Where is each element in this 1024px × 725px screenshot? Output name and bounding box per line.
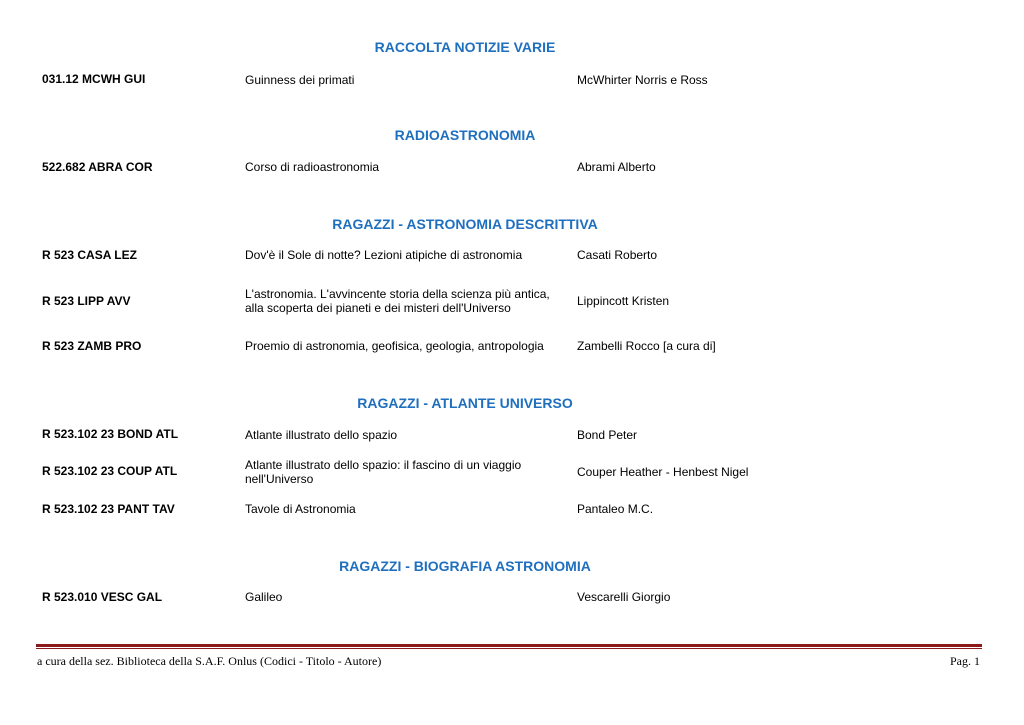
entry-code: R 523 CASA LEZ	[42, 248, 137, 262]
entry-title: Tavole di Astronomia	[245, 502, 356, 516]
entry-author: Abrami Alberto	[577, 160, 656, 174]
entry-code: R 523 LIPP AVV	[42, 294, 131, 308]
entry-code: 031.12 MCWH GUI	[42, 72, 146, 86]
entry-code: R 523.102 23 PANT TAV	[42, 502, 175, 516]
section-heading: RACCOLTA NOTIZIE VARIE	[374, 39, 556, 55]
catalog-entry	[0, 339, 1024, 369]
entry-title: Galileo	[245, 590, 283, 604]
entry-author: Casati Roberto	[577, 248, 658, 262]
entry-title: Atlante illustrato dello spazio: il fascino di un viaggio nell'Universo	[245, 458, 522, 486]
entry-author: Bond Peter	[577, 428, 638, 442]
entry-title: Dov'è il Sole di notte? Lezioni atipiche di astronomia	[245, 248, 523, 262]
entry-code: 522.682 ABRA COR	[42, 160, 153, 174]
footer-rule-thin	[36, 648, 982, 649]
entry-title: Corso di radioastronomia	[245, 160, 380, 174]
entry-author: Lippincott Kristen	[577, 294, 670, 308]
entry-title: Atlante illustrato dello spazio	[245, 428, 398, 442]
entry-title: L'astronomia. L'avvincente storia della scienza più antica, alla scoperta dei pianeti e dei misteri dell'Universo	[245, 287, 550, 315]
footer-rule-thick	[36, 644, 982, 647]
catalog-entry	[0, 287, 1024, 317]
entry-title: Proemio di astronomia, geofisica, geologia, antropologia	[245, 339, 544, 353]
catalog-entry	[0, 590, 1024, 620]
entry-author: Pantaleo M.C.	[577, 502, 654, 516]
entry-code: R 523.010 VESC GAL	[42, 590, 163, 604]
catalog-entry	[0, 427, 1024, 457]
entry-author: Vescarelli Giorgio	[577, 590, 671, 604]
catalog-entry	[0, 248, 1024, 278]
entry-author: Zambelli Rocco [a cura di]	[577, 339, 716, 353]
section-heading: RAGAZZI - BIOGRAFIA ASTRONOMIA	[339, 558, 591, 574]
catalog-entry	[0, 502, 1024, 532]
catalog-entry	[0, 160, 1024, 190]
entry-code: R 523.102 23 COUP ATL	[42, 464, 178, 478]
entry-author: McWhirter Norris e Ross	[577, 73, 708, 87]
section-heading: RAGAZZI - ATLANTE UNIVERSO	[357, 395, 573, 411]
section-heading: RADIOASTRONOMIA	[394, 127, 536, 143]
catalog-entry	[0, 458, 1024, 488]
entry-code: R 523.102 23 BOND ATL	[42, 427, 179, 441]
entry-code: R 523 ZAMB PRO	[42, 339, 142, 353]
entry-title: Guinness dei primati	[245, 73, 355, 87]
catalog-entry	[0, 72, 1024, 102]
footer-credit: a cura della sez. Biblioteca della S.A.F. Onlus (Codici - Titolo - Autore)	[37, 654, 382, 668]
entry-author: Couper Heather - Henbest Nigel	[577, 465, 749, 479]
section-heading: RAGAZZI - ASTRONOMIA DESCRITTIVA	[332, 216, 598, 232]
page-number: Pag. 1	[950, 654, 980, 668]
